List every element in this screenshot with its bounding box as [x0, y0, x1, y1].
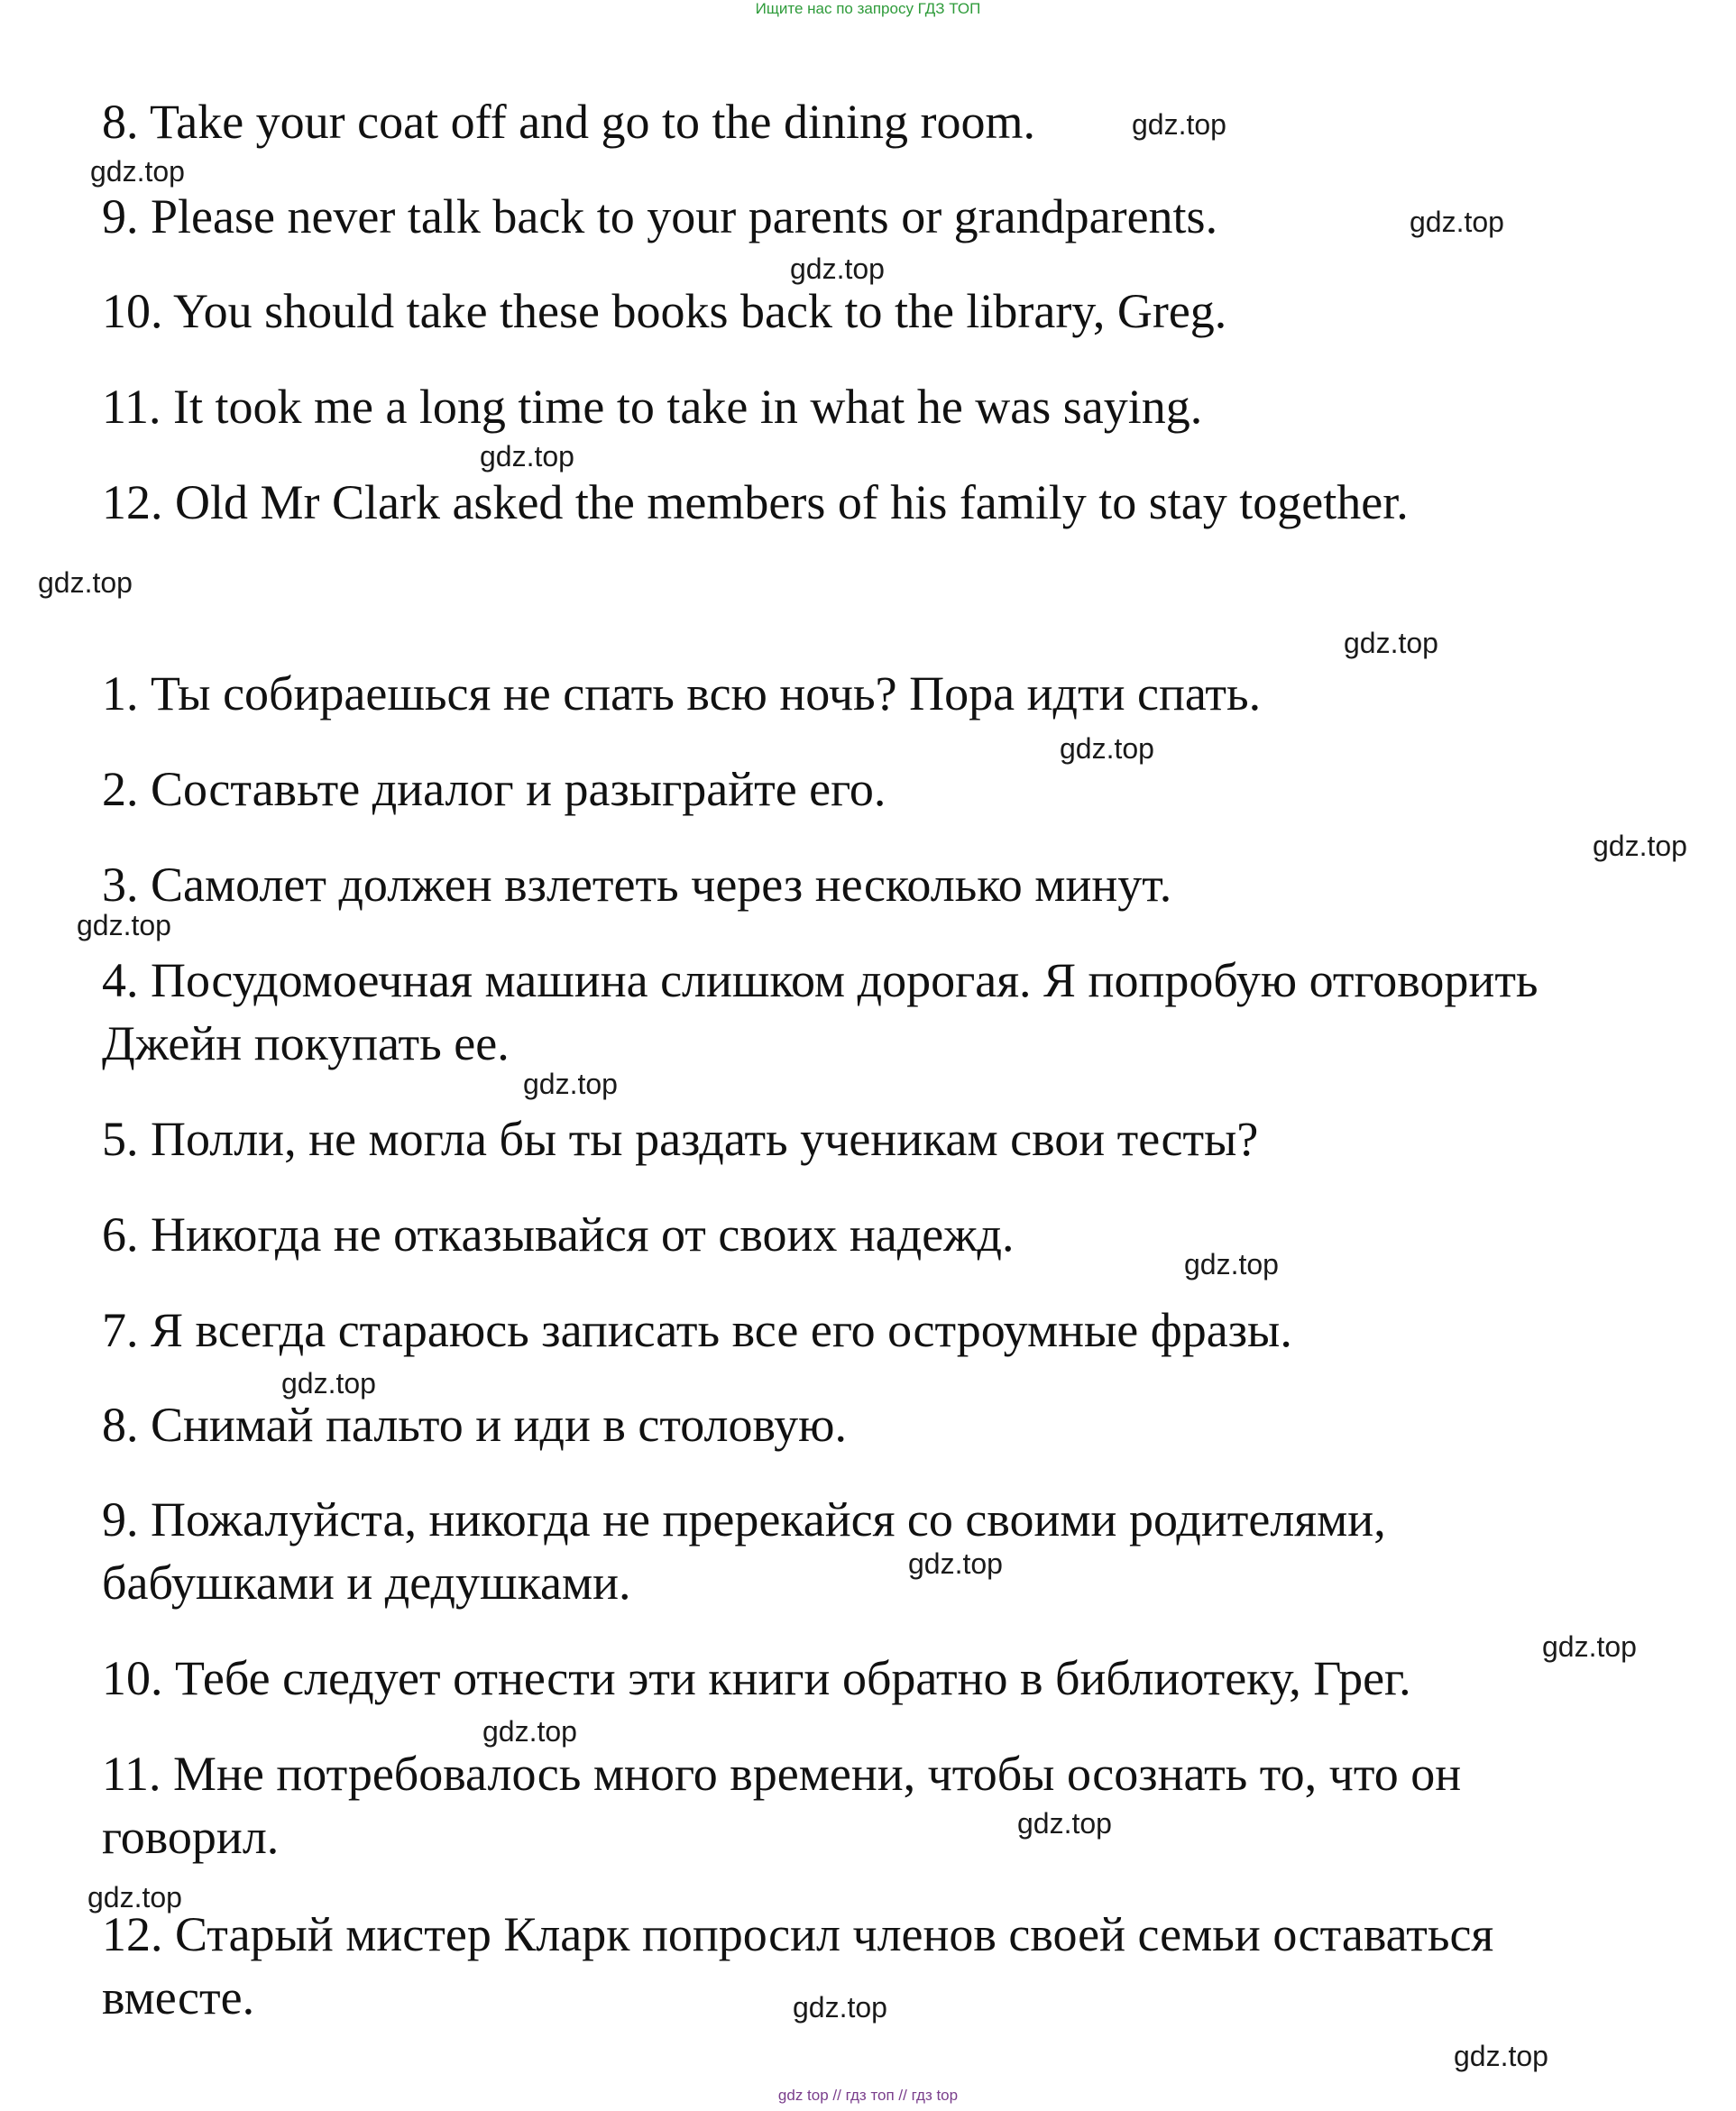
watermark: gdz.top [87, 1881, 182, 1914]
watermark: gdz.top [1593, 830, 1687, 862]
watermark: gdz.top [1060, 732, 1154, 765]
watermark: gdz.top [90, 155, 185, 188]
english-sentence-10: 10. You should take these books back to the library, Greg. [102, 284, 1227, 338]
watermark: gdz.top [793, 1991, 887, 2024]
watermark: gdz.top [38, 566, 133, 599]
english-sentence-12: 12. Old Mr Clark asked the members of his family to stay together. [102, 475, 1409, 529]
english-sentence-9: 9. Please never talk back to your parents or grandparents. [102, 189, 1218, 243]
watermark: gdz.top [1344, 627, 1438, 659]
english-sentence-11: 11. It took me a long time to take in what he was saying. [102, 380, 1203, 434]
russian-sentence-10: 10. Тебе следует отнести эти книги обратно в библиотеку, Грег. [102, 1651, 1411, 1705]
watermark: gdz.top [1184, 1248, 1279, 1280]
watermark: gdz.top [1017, 1807, 1112, 1840]
watermark: gdz.top [1454, 2040, 1548, 2072]
footer-text: gdz top // гдз топ // гдз top [777, 2087, 959, 2104]
watermark: gdz.top [523, 1068, 618, 1100]
watermark: gdz.top [1410, 206, 1504, 238]
russian-sentence-8: 8. Снимай пальто и иди в столовую. [102, 1398, 847, 1452]
russian-sentence-11: 11. Мне потребовалось много времени, чтобы осознать то, что он говорил. [102, 1747, 1462, 1864]
english-sentence-8: 8. Take your coat off and go to the dining room. [102, 95, 1036, 149]
russian-sentence-1: 1. Ты собираешься не спать всю ночь? Пора идти спать. [102, 666, 1262, 720]
top-banner: Ищите нас по запросу ГДЗ ТОП [755, 0, 981, 17]
watermark: gdz.top [908, 1547, 1003, 1580]
watermark: gdz.top [1132, 108, 1226, 141]
russian-sentence-3: 3. Самолет должен взлететь через несколько минут. [102, 858, 1172, 912]
russian-sentence-4: 4. Посудомоечная машина слишком дорогая. Я попробую отговорить Джейн покупать ее. [102, 953, 1539, 1070]
watermark: gdz.top [77, 909, 171, 941]
russian-sentence-6: 6. Никогда не отказывайся от своих надежд. [102, 1207, 1015, 1262]
russian-sentence-12: 12. Старый мистер Кларк попросил членов своей семьи оставаться вместе. [102, 1907, 1494, 2024]
russian-sentence-2: 2. Составьте диалог и разыграйте его. [102, 762, 886, 816]
watermark: gdz.top [482, 1715, 577, 1748]
watermark: gdz.top [281, 1367, 376, 1400]
russian-sentence-5: 5. Полли, не могла бы ты раздать ученикам свои тесты? [102, 1112, 1259, 1166]
watermark: gdz.top [790, 252, 885, 285]
russian-sentence-7: 7. Я всегда стараюсь записать все его остроумные фразы. [102, 1303, 1292, 1357]
watermark: gdz.top [1542, 1630, 1637, 1663]
russian-sentence-9: 9. Пожалуйста, никогда не пререкайся со своими родителями, бабушками и дедушками. [102, 1492, 1386, 1610]
watermark: gdz.top [480, 440, 574, 473]
